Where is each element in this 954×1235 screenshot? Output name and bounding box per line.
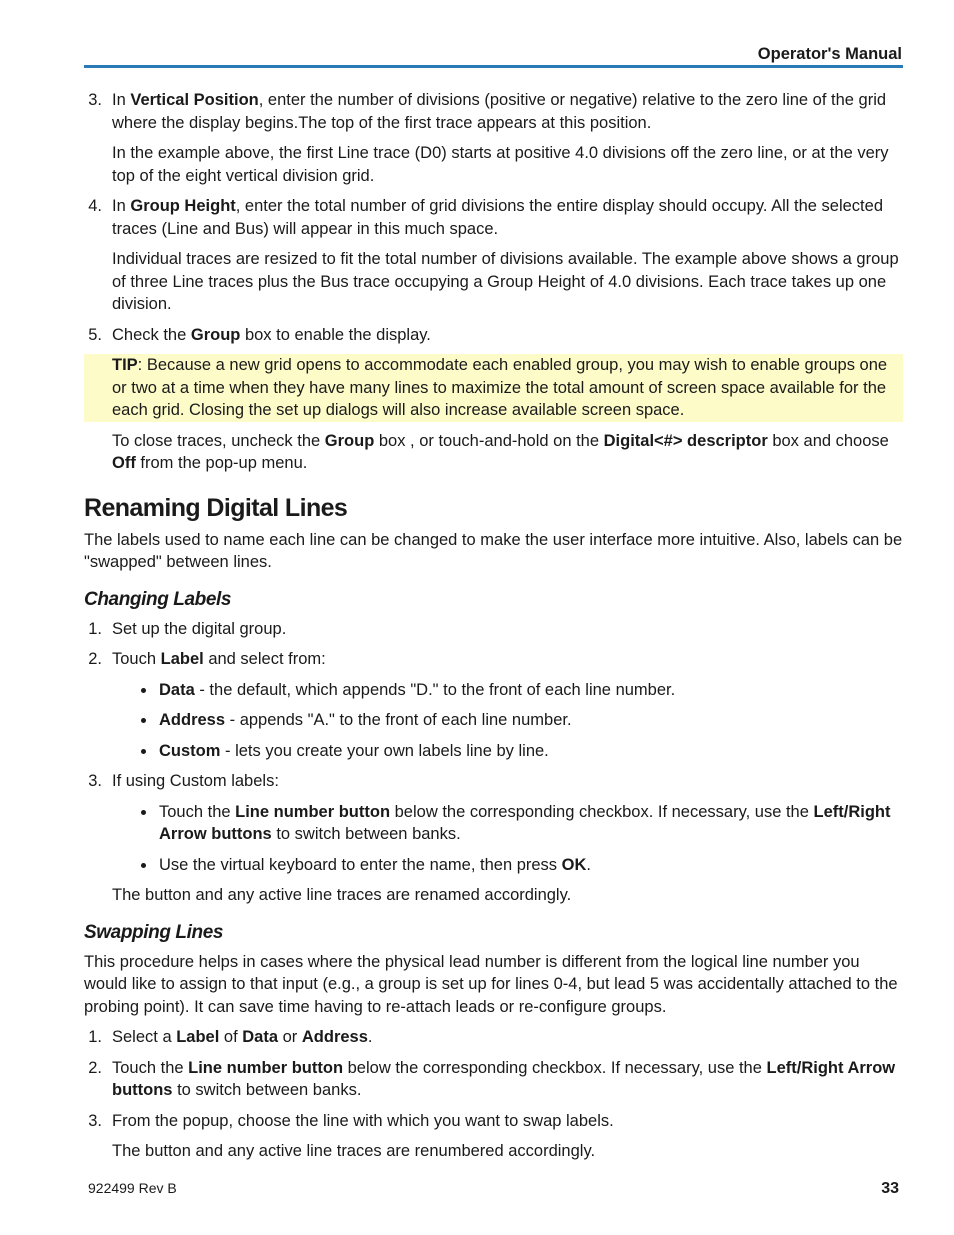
step-number: 2. — [88, 1058, 102, 1077]
step-number: 3. — [88, 1111, 102, 1130]
step-number: 2. — [88, 650, 102, 668]
step-touch-label: 2. Touch Label and select from: — [84, 648, 906, 671]
subsection-heading-swapping-lines: Swapping Lines — [84, 921, 224, 943]
label-options-list — [84, 679, 906, 763]
document-id: 922499 Rev B — [88, 1180, 177, 1196]
step-text: From the popup, choose the line with which you want to swap labels. — [112, 1111, 614, 1130]
bullet-icon — [141, 718, 146, 723]
custom-steps-list — [84, 801, 906, 877]
close-traces-note: To close traces, uncheck the Group box , or touch-and-hold on the Digital<#> descriptor box and choose Off from the pop-up menu. — [112, 431, 889, 472]
term-group-height: Group Height — [130, 197, 236, 215]
step-text: box to enable the display. — [240, 325, 431, 344]
page-content — [84, 89, 906, 1171]
step-text: Set up the digital group. — [112, 619, 287, 638]
step-custom-labels — [84, 770, 906, 793]
step-text: , enter the total number of grid divisions the entire display should occupy. All the selected traces (Line and Bus) will appear in this much space. — [112, 197, 883, 238]
list-item-address: Address - appends "A." to the front of each line number. — [84, 709, 906, 732]
header-rule — [84, 65, 903, 68]
term-vertical-position: Vertical Position — [130, 91, 259, 109]
list-item-custom: Custom - lets you create your own labels line by line. — [84, 740, 906, 763]
tip-text: : Because a new grid opens to accommodate each enabled group, you may wish to enable groups one or two at a time when they have many lines to maximize the total amount of screen space available for the each grid. Closing the set up dialogs will also increase available screen space. — [112, 356, 888, 419]
subsection-heading-changing-labels: Changing Labels — [84, 588, 232, 610]
tip-box — [84, 354, 903, 422]
step-choose-line — [84, 1110, 906, 1133]
page-number: 33 — [881, 1180, 899, 1197]
bullet-icon — [141, 863, 146, 868]
step-text: In — [112, 91, 131, 109]
step-text: In — [112, 197, 131, 215]
bullet-icon — [141, 810, 146, 815]
step-number: 1. — [88, 619, 102, 638]
step-setup-group — [84, 618, 906, 641]
bullet-icon — [141, 749, 146, 754]
step-number: 4. — [88, 197, 102, 215]
step-number: 3. — [88, 91, 102, 109]
step-number: 1. — [88, 1028, 102, 1046]
list-item-virtual-keyboard: Use the virtual keyboard to enter the name, then press OK. — [84, 854, 906, 877]
step-number: 3. — [88, 772, 102, 790]
renamed-result: The button and any active line traces are renamed accordingly. — [112, 886, 572, 904]
tip-label: TIP — [112, 356, 138, 374]
list-item-touch-line-number: Touch the Line number button below the corresponding checkbox. If necessary, use the Left/Right Arrow buttons to switch between banks. — [84, 801, 906, 846]
step-note: In the example above, the first Line trace (D0) starts at positive 4.0 divisions off the zero line, or at the very top of the eight vertical division grid. — [112, 144, 889, 185]
swapping-intro: This procedure helps in cases where the physical lead number is different from the logical line number you would like to assign to that input (e.g., a group is set up for lines 0-4, but lead 5 was accidentally attached to the probing point). It can save time having to re-attach leads or re-configure groups. — [84, 952, 898, 1016]
renaming-intro: The labels used to name each line can be changed to make the user interface more intuitive. Also, labels can be "swapped" between lines. — [84, 530, 903, 571]
page-header-title: Operator's Manual — [757, 45, 902, 63]
step-text: Check the — [112, 325, 191, 344]
step-group-height — [84, 195, 906, 240]
term-label: Label — [160, 650, 204, 668]
step-check-group — [84, 324, 906, 347]
term-group: Group — [190, 325, 241, 344]
list-item-data: Data - the default, which appends "D." to the front of each line number. — [84, 679, 906, 702]
section-heading-renaming: Renaming Digital Lines — [84, 493, 348, 522]
renumbered-result: The button and any active line traces are renumbered accordingly. — [112, 1142, 596, 1160]
step-select-label: 1. Select a Label of Data or Address. — [84, 1026, 906, 1049]
step-note: Individual traces are resized to fit the total number of divisions available. The example above shows a group of three Line traces plus the Bus trace occupying a Group Height of 4.0 divisions. Each trace takes up one division. — [112, 250, 899, 313]
bullet-icon — [141, 688, 146, 693]
step-text: , enter the number of divisions (positive or negative) relative to the zero line of the grid where the display begins.The top of the first trace appears at this position. — [112, 91, 887, 132]
step-number: 5. — [88, 325, 102, 344]
step-touch-line-number: 2. Touch the Line number button below the corresponding checkbox. If necessary, use the Left/Right Arrow buttons to switch between banks. — [84, 1057, 906, 1102]
step-text: If using Custom labels: — [112, 772, 279, 790]
step-vertical-position — [84, 89, 906, 134]
